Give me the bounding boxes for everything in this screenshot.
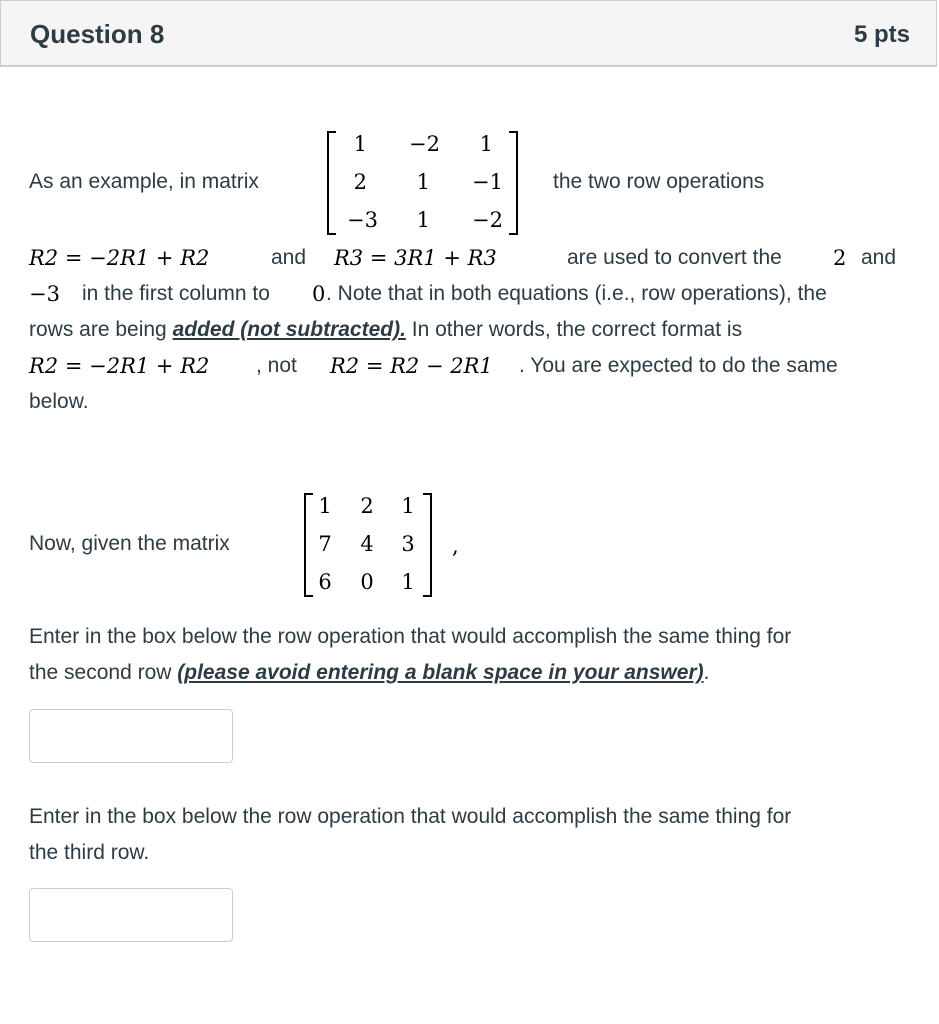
- matrix-left-bracket: [304, 493, 313, 597]
- question-points: 5 pts: [853, 21, 910, 48]
- row-op-2: R3 = 3R1 + R3: [334, 246, 497, 270]
- matrix-cell: 1: [401, 570, 415, 594]
- and-text-1: and: [271, 246, 307, 269]
- example-intro: As an example, in matrix: [29, 170, 259, 193]
- and-text-2: and: [861, 246, 897, 269]
- matrix-cell: 0: [360, 570, 374, 594]
- prompt1-line2: [29, 661, 709, 685]
- prompt1-line1: Enter in the box below the row operation that would accomplish the same thing for: [29, 625, 792, 648]
- third-row-answer-input[interactable]: [29, 888, 233, 942]
- line5: below.: [29, 390, 89, 413]
- line2-rest: . Note that in both equations (i.e., row operations), the: [326, 282, 827, 305]
- matrix-cell: 2: [360, 494, 374, 518]
- matrix-cell: 7: [318, 532, 332, 556]
- matrix-right-bracket: [423, 493, 432, 597]
- line3-post: In other words, the correct format is: [411, 318, 743, 341]
- line3-pre: rows are being: [29, 318, 167, 341]
- matrix-cell: −2: [472, 208, 503, 232]
- given-intro: Now, given the matrix: [29, 532, 230, 555]
- correct-format-op: R2 = −2R1 + R2: [29, 354, 210, 378]
- given-comma: ,: [452, 534, 459, 558]
- matrix-cell: 1: [416, 208, 430, 232]
- line2-text: in the first column to: [82, 282, 270, 305]
- matrix-right-bracket: [509, 131, 518, 235]
- matrix-cell: 6: [318, 570, 332, 594]
- incorrect-format-op: R2 = R2 − 2R1: [330, 354, 493, 378]
- example-after-matrix: the two row operations: [553, 170, 765, 193]
- matrix-cell: 1: [479, 132, 493, 156]
- matrix-cell: −1: [472, 170, 503, 194]
- matrix-cell: −2: [409, 132, 440, 156]
- avoid-blank-space-emphasis: (please avoid entering a blank space in your answer): [177, 661, 704, 684]
- row-op-1: R2 = −2R1 + R2: [29, 246, 210, 270]
- added-not-subtracted-emphasis: added (not subtracted).: [172, 318, 406, 341]
- matrix-cell: 1: [353, 132, 367, 156]
- prompt1-line2-post: .: [703, 661, 710, 684]
- line4-post: . You are expected to do the same: [519, 354, 838, 377]
- matrix-cell: 2: [353, 170, 367, 194]
- matrix-cell: 1: [401, 494, 415, 518]
- value-minus-three: −3: [29, 282, 60, 306]
- prompt2-line1: Enter in the box below the row operation that would accomplish the same thing for: [29, 805, 792, 828]
- matrix-cell: 4: [360, 532, 374, 556]
- convert-text: are used to convert the: [567, 246, 782, 269]
- matrix-cell: 1: [416, 170, 430, 194]
- value-zero: 0: [312, 282, 326, 306]
- line3: [29, 318, 742, 342]
- prompt2-line2: the third row.: [29, 841, 150, 864]
- question-header: [0, 0, 937, 67]
- not-text: , not: [256, 354, 297, 377]
- prompt1-line2-pre: the second row: [29, 661, 172, 684]
- value-two: 2: [833, 246, 847, 270]
- matrix-cell: −3: [347, 208, 378, 232]
- question-title: Question 8: [30, 19, 165, 49]
- matrix-cell: 3: [401, 532, 415, 556]
- matrix-cell: 1: [318, 494, 332, 518]
- second-row-answer-input[interactable]: [29, 709, 233, 763]
